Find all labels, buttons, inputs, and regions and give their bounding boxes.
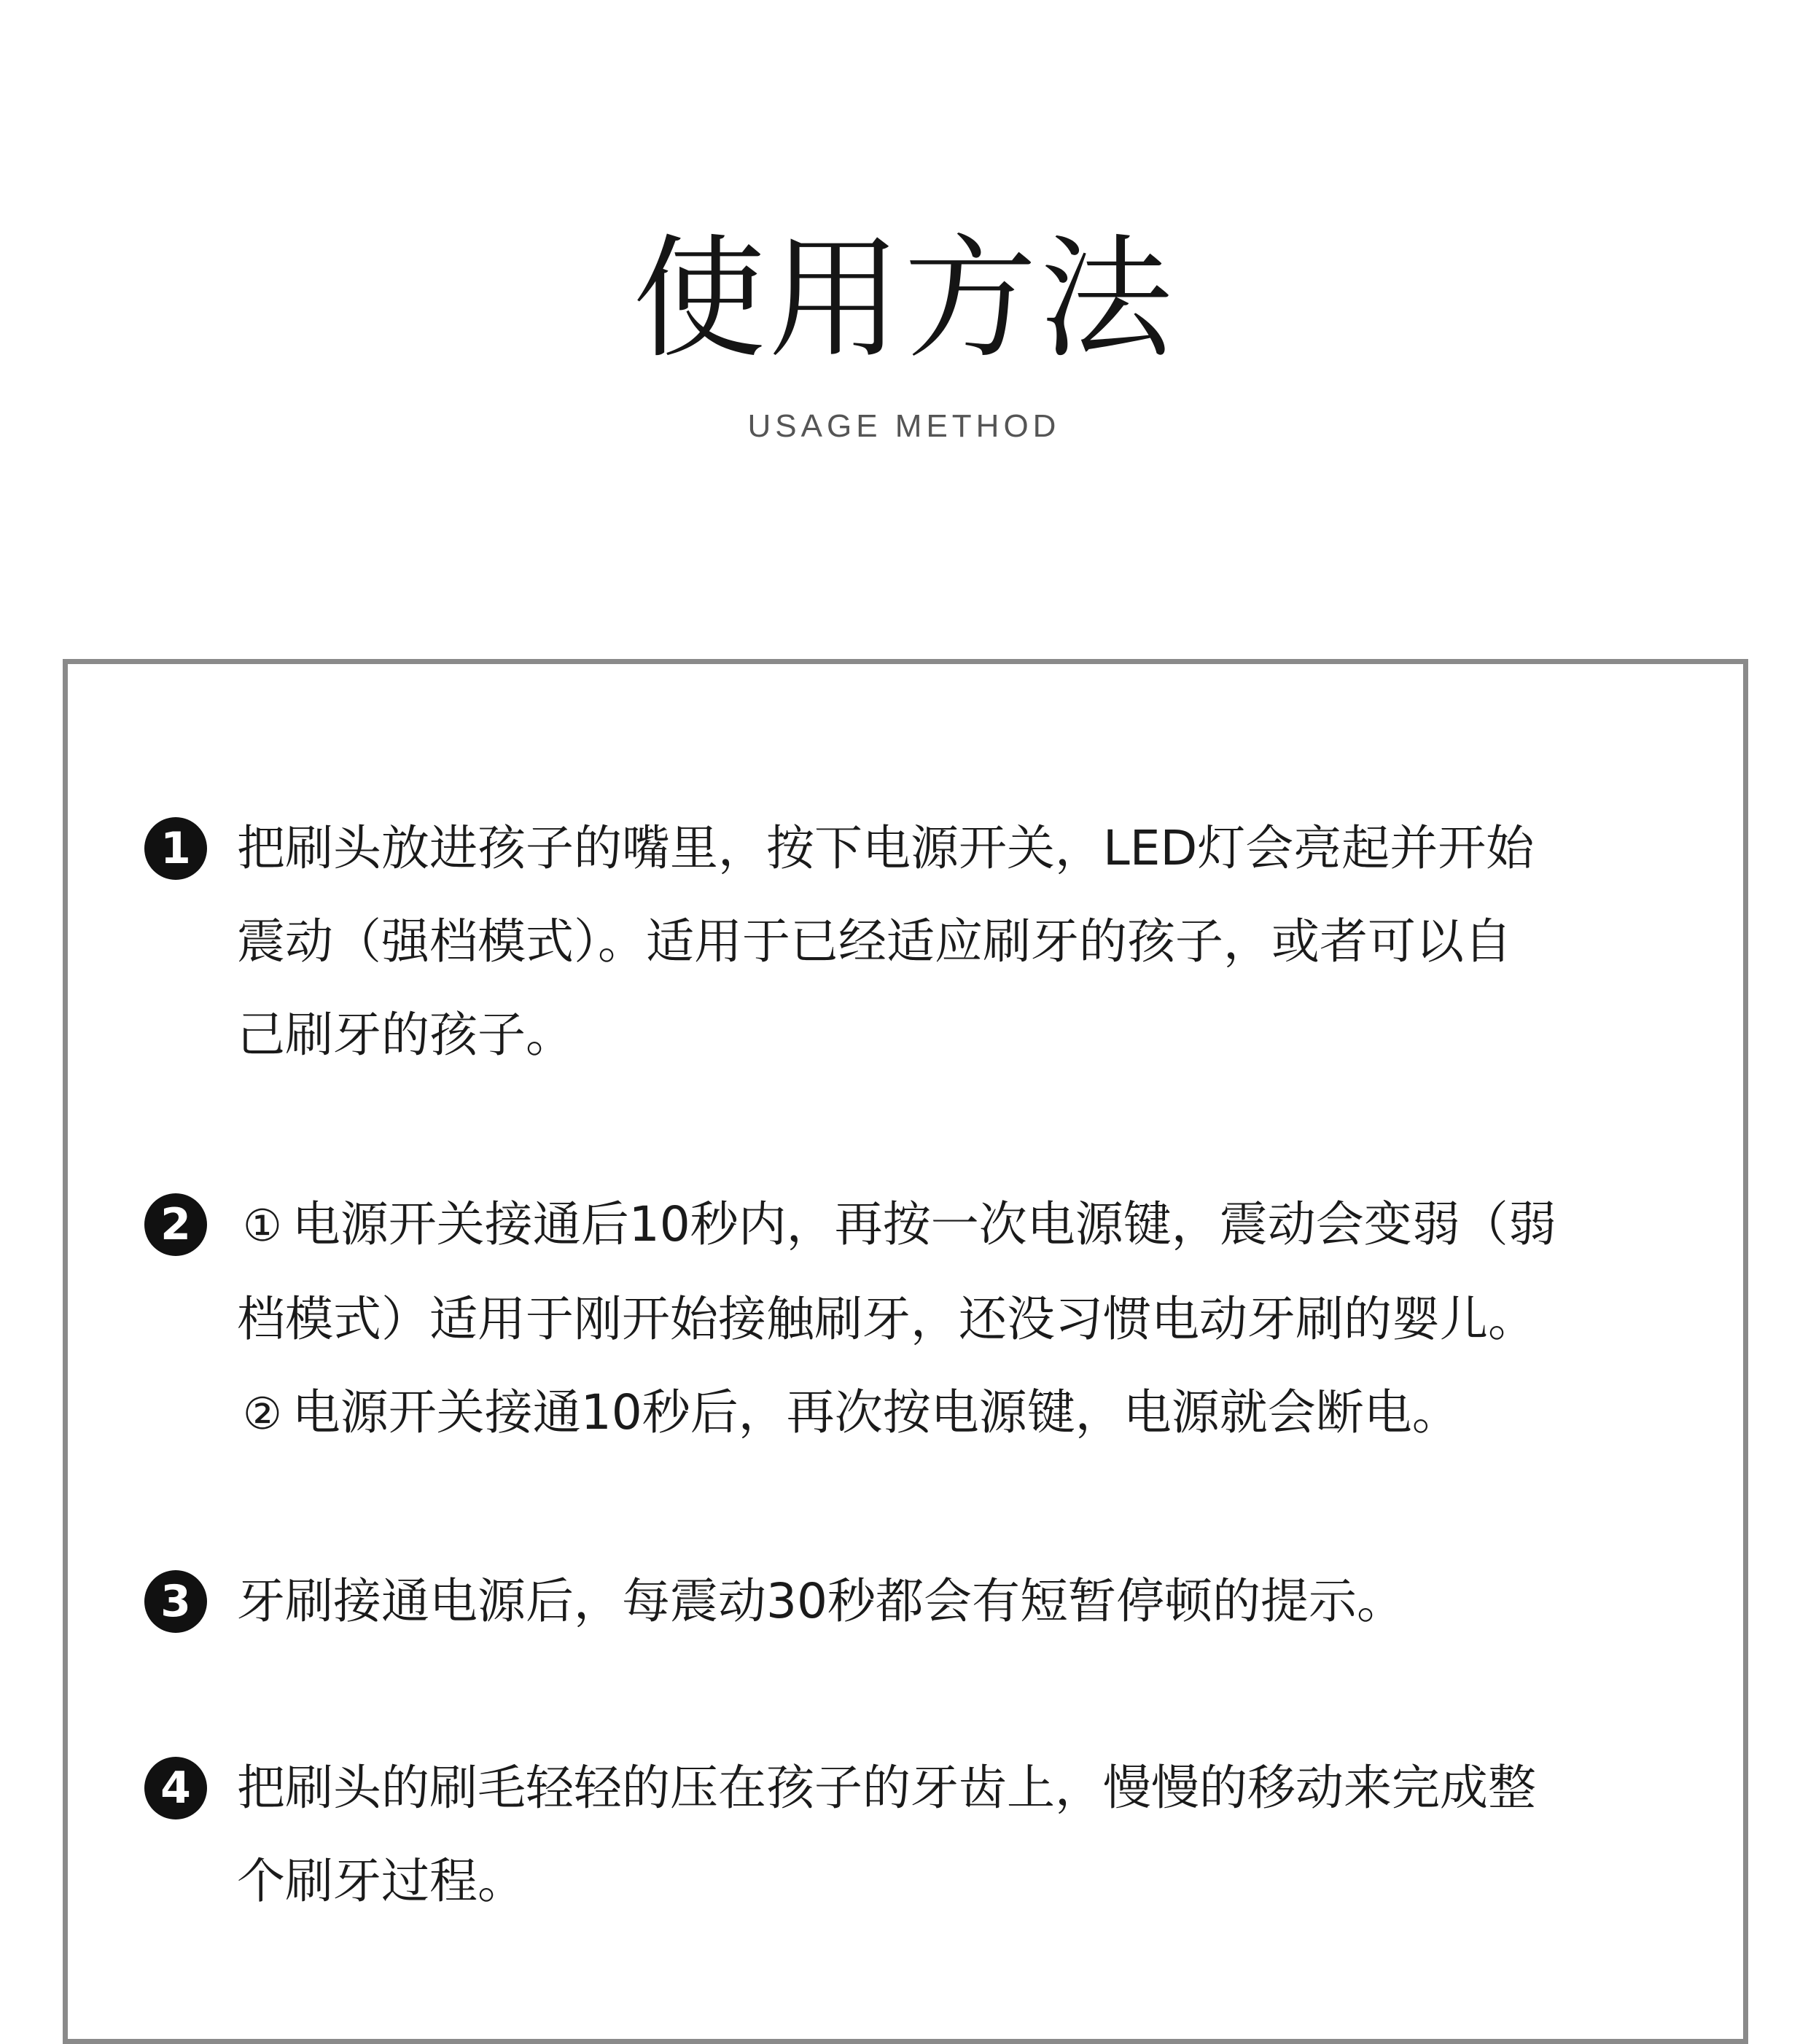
step-number-1-badge: 1 (144, 817, 207, 880)
step-2-sub-1-line-2: 档模式）适用于刚开始接触刷牙，还没习惯电动牙刷的婴儿。 (237, 1291, 1536, 1347)
step-number-3-badge: 3 (144, 1570, 207, 1633)
page-subtitle: USAGE METHOD (747, 408, 1061, 444)
step-2-line-1 (237, 1178, 1724, 1273)
step-2-sub-1-line-1: 电源开关接通后10秒内，再按一次电源键，震动会变弱（弱 (292, 1196, 1556, 1252)
step-4-line-1: 把刷头的刷毛轻轻的压在孩子的牙齿上，慢慢的移动来完成整 (237, 1760, 1536, 1816)
instructions-panel (63, 659, 1748, 2044)
step-1-line-3: 己刷牙的孩子。 (237, 1007, 574, 1063)
sub-marker-1: ① (243, 1201, 282, 1252)
step-3-text (237, 1555, 1724, 1648)
step-1-line-1: 把刷头放进孩子的嘴里，按下电源开关，LED灯会亮起并开始 (237, 820, 1535, 876)
step-4-line-2: 个刷牙过程。 (237, 1853, 526, 1909)
step-number-4-badge: 4 (144, 1757, 207, 1819)
step-2-sub-2-line-1: 电源开关接通10秒后，再次按电源键，电源就会断电。 (292, 1384, 1460, 1440)
step-3-line-1: 牙刷接通电源后，每震动30秒都会有短暂停顿的提示。 (237, 1573, 1405, 1629)
page-title: 使用方法 (633, 222, 1175, 376)
step-4-text (237, 1741, 1724, 1928)
step-1-line-2: 震动（强档模式）。适用于已经适应刷牙的孩子，或者可以自 (237, 913, 1512, 970)
step-2-text (237, 1178, 1724, 1461)
step-2-line-3 (237, 1366, 1724, 1461)
sub-marker-2: ② (243, 1389, 282, 1440)
step-number-2-badge: 2 (144, 1193, 207, 1256)
step-1-text (237, 802, 1724, 1082)
